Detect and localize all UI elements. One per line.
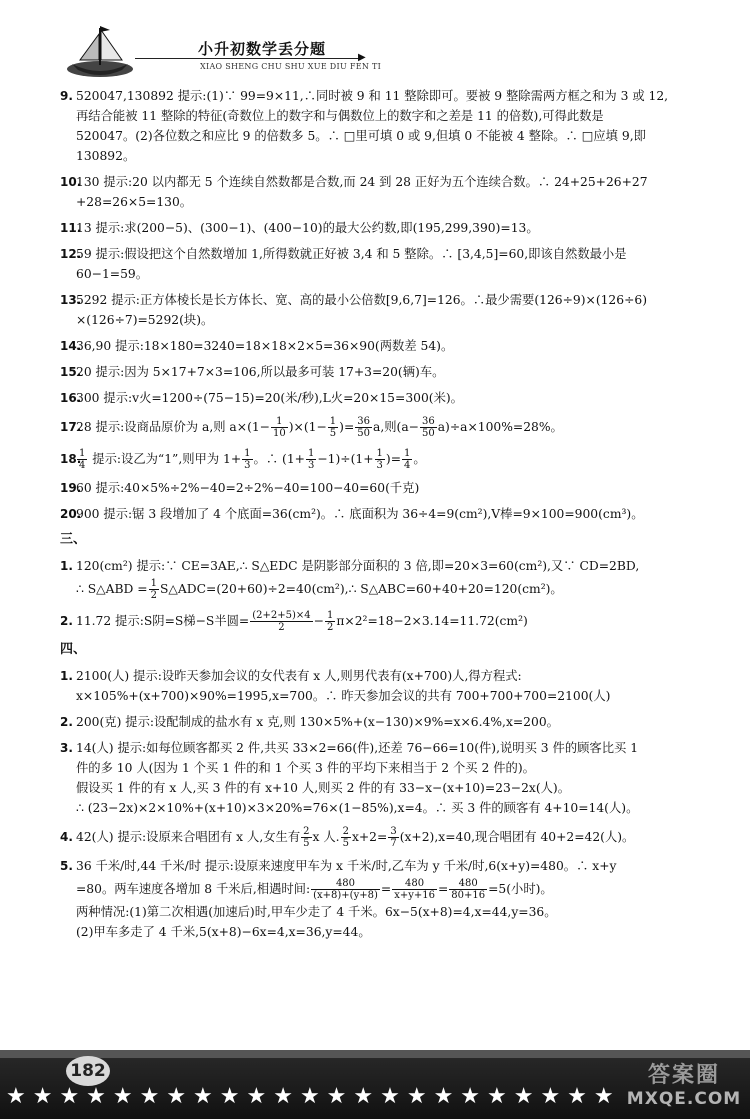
text-line: 2100(人) 提示:设昨天参加会议的女代表有 x 人,则男代表有(x+700)人,得方程式: <box>76 669 522 683</box>
text-segment: −1)÷(1+ <box>317 452 374 466</box>
watermark-bottom: MXQE.COM <box>626 1089 742 1109</box>
answer-item-18 <box>60 446 716 472</box>
text-line: 5292 提示:正方体棱长是长方体长、宽、高的最小公倍数[9,6,7]=126。∴最少需要(126÷9)×(126÷6) <box>76 293 648 307</box>
text-segment: 28 提示:设商品原价为 a,则 a×(1− <box>76 420 270 434</box>
text-segment: =5(小时)。 <box>488 882 553 896</box>
item-number: 1. <box>60 559 73 573</box>
text-segment: 提示:设乙为“1”,则甲为 1+ <box>92 452 242 466</box>
fraction: $\frac{1}{4}$ <box>79 448 86 471</box>
section3-item-2 <box>60 608 716 634</box>
item-number: 12. <box>60 247 82 261</box>
section4-item-1 <box>60 666 716 706</box>
section-heading-4: 四、 <box>60 642 87 657</box>
answer-item-13 <box>60 290 716 330</box>
watermark <box>624 1058 744 1116</box>
header-arrow-icon: ▶ <box>358 52 366 63</box>
answer-item-19 <box>60 478 716 498</box>
page-number: 182 <box>66 1056 110 1086</box>
text-line: 两种情况:(1)第二次相遇(加速后)时,甲车少走了 4 千米。6x−5(x+8)=4,x=44,y=36。 <box>76 905 557 919</box>
text-segment: = <box>380 882 392 896</box>
text-line: 件的多 10 人(因为 1 个买 1 件的和 1 个买 3 件的平均下来相当于 2 个买 2 件的)。 <box>76 761 535 775</box>
fraction: $\frac{1}{2}$ <box>326 610 334 633</box>
item-number: 9. <box>60 89 73 103</box>
answer-item-20 <box>60 504 716 524</box>
text-line: 200(克) 提示:设配制成的盐水有 x 克,则 130×5%+(x−130)×9%=x×6.4%,x=200。 <box>76 715 559 729</box>
fraction: $\frac{3}{7}$ <box>390 826 397 849</box>
answer-item-15 <box>60 362 716 382</box>
item-number: 1. <box>60 669 73 683</box>
answer-item-12 <box>60 244 716 284</box>
text-segment: ∴ S△ABD = <box>76 582 148 596</box>
text-line: 520047,130892 提示:(1)∵ 99=9×11,∴同时被 9 和 11 整除即可。要被 9 整除需两方框之和为 3 或 12, <box>76 89 669 103</box>
fraction: $\frac{36}{50}$ <box>357 416 370 439</box>
item-number: 19. <box>60 481 82 495</box>
text-line: ×(126÷7)=5292(块)。 <box>76 313 214 327</box>
text-line: (2)甲车多走了 4 千米,5(x+8)−6x=4,x=36,y=44。 <box>76 925 371 939</box>
fraction: $\frac{1}{10}$ <box>273 416 286 439</box>
text-segment: 。∴ (1+ <box>253 452 305 466</box>
text-segment: a)÷a×100%=28%。 <box>437 420 563 434</box>
item-number: 14. <box>60 339 82 353</box>
item-number: 10. <box>60 175 82 189</box>
fraction: $\frac{480}{x+y+16}$ <box>394 878 435 901</box>
watermark-top: 答案圈 <box>647 1063 720 1088</box>
footer-band <box>0 1050 750 1058</box>
text-line: 900 提示:锯 3 段增加了 4 个底面=36(cm²)。∴ 底面积为 36÷4=9(cm²),V棒=9×100=900(cm³)。 <box>76 507 644 521</box>
text-segment: = <box>437 882 449 896</box>
text-segment: − <box>313 614 324 628</box>
text-segment: a,则(a− <box>372 420 419 434</box>
text-segment: (x+2),x=40,现合唱团有 40+2=42(人)。 <box>399 830 635 844</box>
text-segment: 42(人) 提示:设原来合唱团有 x 人,女生有 <box>76 830 301 844</box>
fraction: $\frac{1}{2}$ <box>150 578 157 601</box>
answer-item-17 <box>60 414 716 440</box>
text-line: 再结合能被 11 整除的特征(奇数位上的数字和与偶数位上的数字和之差是 11 的倍数),可得此数是 <box>76 109 604 123</box>
text-segment: )= <box>339 420 355 434</box>
fraction: $\frac{1}{4}$ <box>404 448 411 471</box>
text-line: 20 提示:因为 5×17+7×3=106,所以最多可装 17+3=20(辆)车。 <box>76 365 445 379</box>
text-segment: x+2= <box>351 830 388 844</box>
item-number: 4. <box>60 830 73 844</box>
fraction: $\frac{1}{3}$ <box>244 448 251 471</box>
item-number: 13. <box>60 293 82 307</box>
book-title-pinyin: XIAO SHENG CHU SHU XUE DIU FEN TI <box>200 62 382 71</box>
section4-item-5 <box>60 856 716 942</box>
fraction: $\frac{36}{50}$ <box>421 416 435 439</box>
fraction: $\frac{480}{80+16}$ <box>451 878 486 901</box>
fraction: $\frac{1}{3}$ <box>307 448 315 471</box>
fraction: $\frac{2}{5}$ <box>342 826 349 849</box>
section4-item-4 <box>60 824 716 850</box>
answer-item-11 <box>60 218 716 238</box>
sailboat-logo-icon <box>64 22 136 80</box>
item-number: 17. <box>60 420 82 434</box>
text-segment: =80。两车速度各增加 8 千米后,相遇时间: <box>76 882 311 896</box>
text-line: 300 提示:v火=1200÷(75−15)=20(米/秒),L火=20×15=300(米)。 <box>76 391 463 405</box>
text-line: 36 千米/时,44 千米/时 提示:设原来速度甲车为 x 千米/时,乙车为 y 千米/时,6(x+y)=480。∴ x+y <box>76 859 617 873</box>
section-heading-3: 三、 <box>60 532 87 547</box>
text-line: 60−1=59。 <box>76 267 149 281</box>
text-segment: π×2²=18−2×3.14=11.72(cm²) <box>336 614 528 628</box>
text-line: 520047。(2)各位数之和应比 9 的倍数多 5。∴ □里可填 0 或 9,但填 0 不能被 4 整除。∴ □应填 9,即 <box>76 129 646 143</box>
item-number: 3. <box>60 741 73 755</box>
item-number: 2. <box>60 614 73 628</box>
text-segment: x 人. <box>312 830 340 844</box>
book-title: 小升初数学丢分题 <box>198 40 327 58</box>
item-number: 11. <box>60 221 82 235</box>
section4-item-3 <box>60 738 716 818</box>
text-segment: )×(1− <box>288 420 327 434</box>
text-segment: )= <box>385 452 401 466</box>
item-number: 15. <box>60 365 82 379</box>
answer-item-16 <box>60 388 716 408</box>
fraction: $\frac{1}{3}$ <box>376 448 383 471</box>
text-line: 120(cm²) 提示:∵ CE=3AE,∴ S△EDC 是阴影部分面积的 3 倍,即=20×3=60(cm²),又∵ CD=2BD, <box>76 559 640 573</box>
fraction: $\frac{2}{5}$ <box>303 826 310 849</box>
answer-item-10 <box>60 172 716 212</box>
item-number: 5. <box>60 859 73 873</box>
section4-item-2 <box>60 712 716 732</box>
fraction: $\frac{1}{5}$ <box>329 416 337 439</box>
item-number: 2. <box>60 715 73 729</box>
fraction: $\frac{480}{(x+8)+(y+8)}$ <box>313 878 378 901</box>
text-segment: S△ADC=(20+60)÷2=40(cm²),∴ S△ABC=60+40+20=120(cm²)。 <box>159 582 563 596</box>
item-number: 18. <box>60 452 82 466</box>
answer-item-14 <box>60 336 716 356</box>
text-line: 14(人) 提示:如每位顾客都买 2 件,共买 33×2=66(件),还差 76−66=10(件),说明买 3 件的顾客比买 1 <box>76 741 639 755</box>
item-number: 16. <box>60 391 82 405</box>
text-line: x×105%+(x+700)×90%=1995,x=700。∴ 昨天参加会议的共有 700+700+700=2100(人) <box>76 689 611 703</box>
page-header <box>60 22 700 82</box>
text-line: 36,90 提示:18×180=3240=18×18×2×5=36×90(两数差 54)。 <box>76 339 454 353</box>
text-line: 130892。 <box>76 149 136 163</box>
text-segment: 。 <box>413 452 426 466</box>
text-line: +28=26×5=130。 <box>76 195 193 209</box>
text-line: 130 提示:20 以内都无 5 个连续自然数都是合数,而 24 到 28 正好为五个连续合数。∴ 24+25+26+27 <box>76 175 648 189</box>
answer-content <box>60 86 716 948</box>
text-line: 60 提示:40×5%÷2%−40=2÷2%−40=100−40=60(千克) <box>76 481 420 495</box>
text-line: 59 提示:假设把这个自然数增加 1,所得数就正好被 3,4 和 5 整除。∴ [3,4,5]=60,即该自然数最小是 <box>76 247 627 261</box>
text-line: 假设买 1 件的有 x 人,买 3 件的有 x+10 人,则买 2 件的有 33−x−(x+10)=23−2x(人)。 <box>76 781 571 795</box>
fraction: $\frac{(2+2+5)\times 4}{2}$ <box>252 610 311 633</box>
star-border-icon: ★★★★★★★★★★★★★★★★★★★★★★★ <box>6 1084 621 1109</box>
text-line: ∴ (23−2x)×2×10%+(x+10)×3×20%=76×(1−85%),x=4。∴ 买 3 件的顾客有 4+10=14(人)。 <box>76 801 639 815</box>
page-footer <box>0 1050 750 1119</box>
item-number: 20. <box>60 507 82 521</box>
answer-item-9 <box>60 86 716 166</box>
text-line: 13 提示:求(200−5)、(300−1)、(400−10)的最大公约数,即(195,299,390)=13。 <box>76 221 539 235</box>
section3-item-1 <box>60 556 716 602</box>
text-segment: 11.72 提示:S阴=S梯−S半圆= <box>76 614 250 628</box>
